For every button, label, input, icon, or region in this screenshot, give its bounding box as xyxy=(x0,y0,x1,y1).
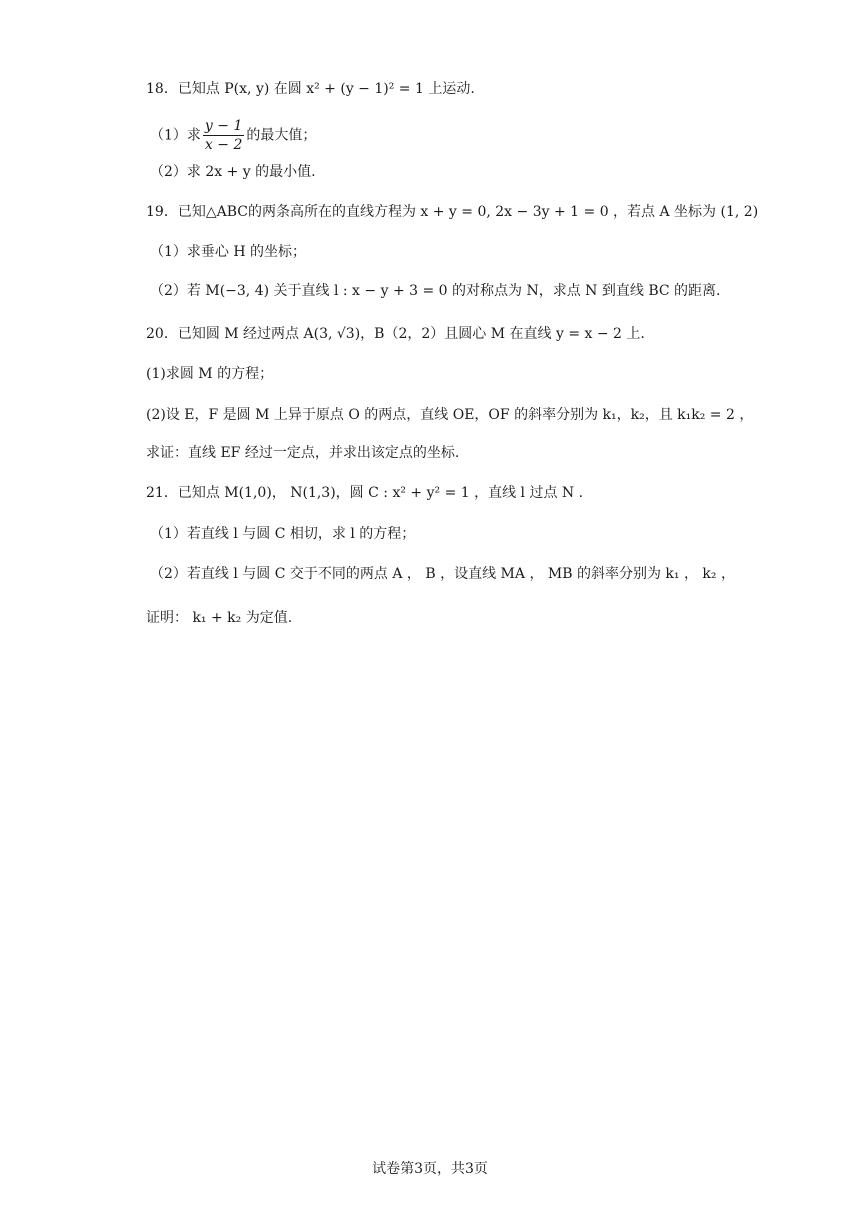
fraction-denominator: x − 2 xyxy=(204,137,243,153)
q20-part2-line2: 求证：直线 EF 经过一定点，并求出该定点的坐标. xyxy=(146,445,460,461)
fraction-numerator: y − 1 xyxy=(204,118,243,134)
q21-part2-line1: （2）若直线 l 与圆 C 交于不同的两点 A ， B ，设直线 MA ， MB 的斜率分别为 k₁ ， k₂ ， xyxy=(150,566,735,582)
q18-part2: （2）求 2x + y 的最小值. xyxy=(150,164,316,180)
q20-part2-line1: (2)设 E，F 是圆 M 上异于原点 O 的两点，直线 OE，OF 的斜率分别为 k₁，k₂，且 k₁k₂ = 2 ， xyxy=(146,407,754,423)
q19-part2: （2）若 M(−3, 4) 关于直线 l : x − y + 3 = 0 的对称点为 N，求点 N 到直线 BC 的距离. xyxy=(150,283,721,299)
q20-part1: (1)求圆 M 的方程； xyxy=(146,366,274,382)
q18-statement: 18．已知点 P(x, y) 在圆 x² + (y − 1)² = 1 上运动. xyxy=(146,81,475,97)
q21-statement: 21．已知点 M(1,0)， N(1,3)，圆 C : x² + y² = 1 ，直线 l 过点 N . xyxy=(146,485,584,501)
fraction xyxy=(203,117,244,154)
page-footer: 试卷第3页，共3页 xyxy=(372,1161,488,1177)
q20-statement: 20．已知圆 M 经过两点 A(3, √3)，B（2，2）且圆心 M 在直线 y = x − 2 上. xyxy=(146,326,645,342)
q18-part1-prefix: （1）求 xyxy=(150,127,201,144)
q18-part1 xyxy=(150,117,316,154)
q21-part1: （1）若直线 l 与圆 C 相切，求 l 的方程； xyxy=(150,526,416,542)
q18-part1-suffix: 的最大值； xyxy=(246,127,317,144)
q19-part1: （1）求垂心 H 的坐标； xyxy=(150,244,307,260)
q21-part2-line2: 证明： k₁ + k₂ 为定值. xyxy=(146,610,293,626)
q19-statement: 19．已知△ABC的两条高所在的直线方程为 x + y = 0, 2x − 3y + 1 = 0 ，若点 A 坐标为 (1, 2) xyxy=(146,204,759,220)
